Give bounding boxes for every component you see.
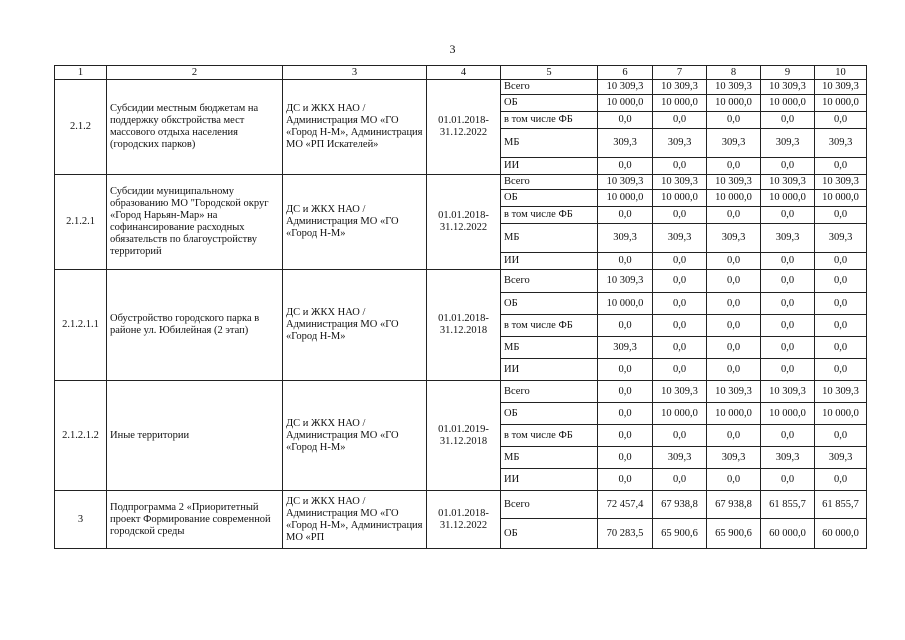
funding-source: Всего (501, 80, 598, 95)
value-cell: 309,3 (653, 447, 707, 469)
value-cell: 309,3 (815, 224, 867, 253)
value-cell: 0,0 (815, 270, 867, 293)
value-cell: 0,0 (761, 158, 815, 175)
value-cell: 60 000,0 (761, 519, 815, 549)
header-cell: 8 (707, 66, 761, 80)
value-cell: 72 457,4 (598, 491, 653, 519)
value-cell: 0,0 (815, 359, 867, 381)
header-cell: 1 (55, 66, 107, 80)
value-cell: 65 900,6 (653, 519, 707, 549)
value-cell: 10 309,3 (707, 381, 761, 403)
value-cell: 10 309,3 (761, 381, 815, 403)
value-cell: 0,0 (598, 447, 653, 469)
funding-source: в том числе ФБ (501, 425, 598, 447)
value-cell: 0,0 (815, 293, 867, 315)
funding-source: Всего (501, 381, 598, 403)
funding-source: ИИ (501, 469, 598, 491)
funding-source: в том числе ФБ (501, 112, 598, 129)
item-code: 2.1.2 (55, 80, 107, 175)
item-executor: ДС и ЖКХ НАО / Администрация МО «ГО «Город Н-М» (283, 270, 427, 381)
header-cell: 4 (427, 66, 501, 80)
value-cell: 0,0 (815, 158, 867, 175)
value-cell: 0,0 (598, 359, 653, 381)
value-cell: 309,3 (761, 224, 815, 253)
value-cell: 0,0 (707, 469, 761, 491)
table-row (55, 80, 867, 95)
item-name: Субсидии муниципальному образованию МО "Городской округ «Город Нарьян-Мар» на софинансирование расходных обязательств по благоустройству территорий (107, 175, 283, 270)
funding-source: ОБ (501, 519, 598, 549)
funding-source: МБ (501, 129, 598, 158)
value-cell: 10 000,0 (598, 95, 653, 112)
header-cell: 6 (598, 66, 653, 80)
funding-source: ОБ (501, 95, 598, 112)
item-executor: ДС и ЖКХ НАО / Администрация МО «ГО «Город Н-М» (283, 175, 427, 270)
table-row (55, 270, 867, 293)
value-cell: 0,0 (761, 425, 815, 447)
value-cell: 309,3 (761, 447, 815, 469)
value-cell: 10 000,0 (653, 190, 707, 207)
value-cell: 309,3 (598, 337, 653, 359)
value-cell: 10 309,3 (815, 80, 867, 95)
value-cell: 10 000,0 (761, 403, 815, 425)
value-cell: 10 000,0 (815, 403, 867, 425)
value-cell: 0,0 (761, 270, 815, 293)
value-cell: 10 309,3 (598, 270, 653, 293)
value-cell: 0,0 (707, 359, 761, 381)
value-cell: 309,3 (815, 447, 867, 469)
funding-source: Всего (501, 175, 598, 190)
value-cell: 0,0 (598, 469, 653, 491)
item-name: Субсидии местным бюджетам на поддержку обкстройства мест массового отдыха населения (городских парков) (107, 80, 283, 175)
value-cell: 61 855,7 (815, 491, 867, 519)
item-code: 2.1.2.1.2 (55, 381, 107, 491)
funding-source: ИИ (501, 158, 598, 175)
value-cell: 0,0 (707, 158, 761, 175)
value-cell: 0,0 (815, 315, 867, 337)
funding-source: ОБ (501, 293, 598, 315)
item-period: 01.01.2018-31.12.2018 (427, 270, 501, 381)
budget-table (54, 65, 867, 549)
item-period: 01.01.2018-31.12.2022 (427, 175, 501, 270)
item-period: 01.01.2018-31.12.2022 (427, 80, 501, 175)
item-code: 2.1.2.1 (55, 175, 107, 270)
value-cell: 10 309,3 (815, 381, 867, 403)
value-cell: 309,3 (707, 129, 761, 158)
value-cell: 61 855,7 (761, 491, 815, 519)
item-executor: ДС и ЖКХ НАО / Администрация МО «ГО «Город Н-М», Администрация МО «РП Искателей» (283, 80, 427, 175)
item-name: Подпрограмма 2 «Приоритетный проект Формирование современной городской среды (107, 491, 283, 549)
value-cell: 67 938,8 (653, 491, 707, 519)
value-cell: 0,0 (707, 425, 761, 447)
value-cell: 309,3 (707, 224, 761, 253)
funding-source: ИИ (501, 253, 598, 270)
value-cell: 0,0 (653, 207, 707, 224)
item-period: 01.01.2019-31.12.2018 (427, 381, 501, 491)
value-cell: 0,0 (815, 425, 867, 447)
value-cell: 0,0 (761, 207, 815, 224)
value-cell: 10 000,0 (653, 95, 707, 112)
value-cell: 10 000,0 (815, 190, 867, 207)
funding-source: МБ (501, 337, 598, 359)
value-cell: 0,0 (598, 158, 653, 175)
value-cell: 0,0 (707, 253, 761, 270)
funding-source: ОБ (501, 403, 598, 425)
value-cell: 0,0 (761, 293, 815, 315)
header-cell: 3 (283, 66, 427, 80)
value-cell: 10 309,3 (653, 80, 707, 95)
value-cell: 0,0 (707, 315, 761, 337)
value-cell: 309,3 (653, 129, 707, 158)
value-cell: 10 000,0 (598, 190, 653, 207)
funding-source: в том числе ФБ (501, 207, 598, 224)
funding-source: в том числе ФБ (501, 315, 598, 337)
value-cell: 309,3 (761, 129, 815, 158)
value-cell: 10 309,3 (815, 175, 867, 190)
value-cell: 0,0 (653, 270, 707, 293)
value-cell: 67 938,8 (707, 491, 761, 519)
value-cell: 309,3 (653, 224, 707, 253)
item-code: 3 (55, 491, 107, 549)
item-name: Обустройство городского парка в районе ул. Юбилейная (2 этап) (107, 270, 283, 381)
value-cell: 0,0 (598, 425, 653, 447)
value-cell: 0,0 (815, 253, 867, 270)
value-cell: 0,0 (598, 315, 653, 337)
item-executor: ДС и ЖКХ НАО / Администрация МО «ГО «Город Н-М» (283, 381, 427, 491)
value-cell: 0,0 (761, 253, 815, 270)
value-cell: 0,0 (653, 158, 707, 175)
value-cell: 10 000,0 (653, 403, 707, 425)
value-cell: 0,0 (653, 359, 707, 381)
value-cell: 10 000,0 (598, 293, 653, 315)
header-cell: 9 (761, 66, 815, 80)
header-row (55, 66, 867, 80)
value-cell: 10 309,3 (761, 80, 815, 95)
value-cell: 10 000,0 (815, 95, 867, 112)
value-cell: 0,0 (761, 337, 815, 359)
item-name: Иные территории (107, 381, 283, 491)
page-number: 3 (449, 42, 456, 56)
value-cell: 10 000,0 (761, 190, 815, 207)
value-cell: 10 309,3 (598, 80, 653, 95)
value-cell: 0,0 (598, 112, 653, 129)
item-period: 01.01.2018-31.12.2022 (427, 491, 501, 549)
value-cell: 0,0 (653, 293, 707, 315)
value-cell: 10 309,3 (653, 381, 707, 403)
value-cell: 0,0 (653, 112, 707, 129)
value-cell: 65 900,6 (707, 519, 761, 549)
value-cell: 0,0 (707, 207, 761, 224)
value-cell: 0,0 (707, 293, 761, 315)
value-cell: 0,0 (653, 469, 707, 491)
value-cell: 10 309,3 (598, 175, 653, 190)
value-cell: 0,0 (707, 270, 761, 293)
value-cell: 0,0 (707, 337, 761, 359)
value-cell: 0,0 (815, 112, 867, 129)
funding-source: Всего (501, 270, 598, 293)
header-cell: 7 (653, 66, 707, 80)
value-cell: 0,0 (761, 112, 815, 129)
table-row (55, 175, 867, 190)
value-cell: 10 309,3 (653, 175, 707, 190)
value-cell: 60 000,0 (815, 519, 867, 549)
value-cell: 0,0 (653, 315, 707, 337)
funding-source: МБ (501, 447, 598, 469)
value-cell: 0,0 (761, 469, 815, 491)
value-cell: 309,3 (598, 129, 653, 158)
item-executor: ДС и ЖКХ НАО / Администрация МО «ГО «Город Н-М», Администрация МО «РП (283, 491, 427, 549)
item-code: 2.1.2.1.1 (55, 270, 107, 381)
value-cell: 10 000,0 (707, 190, 761, 207)
table-row (55, 491, 867, 519)
value-cell: 309,3 (815, 129, 867, 158)
funding-source: МБ (501, 224, 598, 253)
value-cell: 10 000,0 (761, 95, 815, 112)
funding-source: Всего (501, 491, 598, 519)
value-cell: 0,0 (815, 207, 867, 224)
value-cell: 0,0 (598, 207, 653, 224)
value-cell: 0,0 (815, 469, 867, 491)
header-cell: 2 (107, 66, 283, 80)
value-cell: 0,0 (761, 359, 815, 381)
value-cell: 10 000,0 (707, 95, 761, 112)
value-cell: 10 309,3 (707, 175, 761, 190)
value-cell: 0,0 (761, 315, 815, 337)
value-cell: 309,3 (707, 447, 761, 469)
value-cell: 70 283,5 (598, 519, 653, 549)
value-cell: 0,0 (598, 381, 653, 403)
value-cell: 10 309,3 (707, 80, 761, 95)
value-cell: 0,0 (815, 337, 867, 359)
header-cell: 5 (501, 66, 598, 80)
value-cell: 0,0 (598, 403, 653, 425)
value-cell: 10 309,3 (761, 175, 815, 190)
table-row (55, 381, 867, 403)
value-cell: 309,3 (598, 224, 653, 253)
funding-source: ОБ (501, 190, 598, 207)
funding-source: ИИ (501, 359, 598, 381)
header-cell: 10 (815, 66, 867, 80)
value-cell: 0,0 (653, 337, 707, 359)
value-cell: 0,0 (653, 253, 707, 270)
value-cell: 0,0 (653, 425, 707, 447)
value-cell: 10 000,0 (707, 403, 761, 425)
value-cell: 0,0 (707, 112, 761, 129)
value-cell: 0,0 (598, 253, 653, 270)
